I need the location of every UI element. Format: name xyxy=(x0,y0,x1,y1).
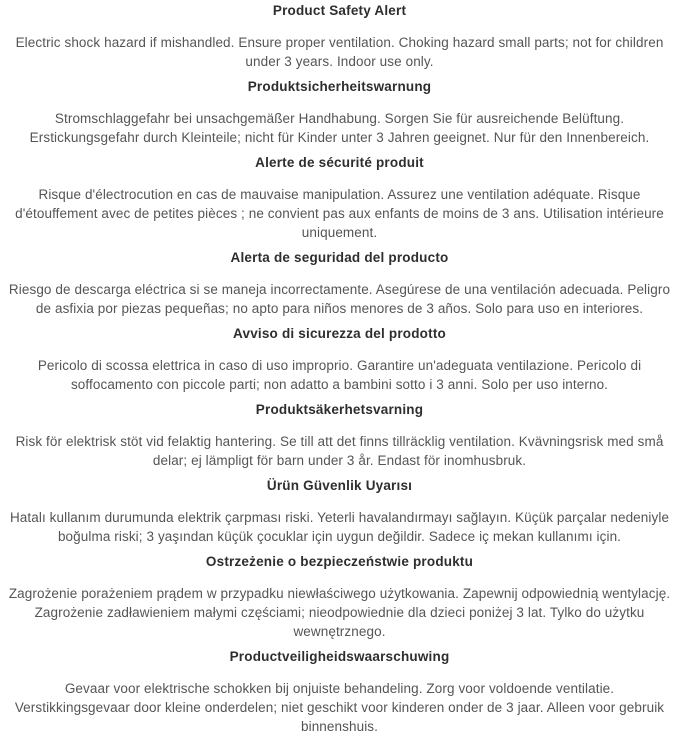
safety-section xyxy=(8,77,671,147)
safety-section-body: Risk för elektrisk stöt vid felaktig hantering. Se till att det finns tillräcklig ventilation. Kvävningsrisk med små delar; ej lämpligt för barn under 3 år. Endast för inomhusbruk. xyxy=(15,434,664,468)
safety-section xyxy=(8,1,671,71)
safety-section-body: Gevaar voor elektrische schokken bij onjuiste behandeling. Zorg voor voldoende ventilatie. Verstikkingsgevaar door kleine onderdelen; niet geschikt voor kinderen onder de 3 jaar. Alleen voor gebruik binnenshuis. xyxy=(14,681,665,734)
safety-section xyxy=(8,476,671,546)
safety-section-heading: Produktsäkerhetsvarning xyxy=(255,402,424,417)
safety-section-heading: Alerte de sécurité produit xyxy=(255,155,424,170)
safety-section-heading: Ostrzeżenie o bezpieczeństwie produktu xyxy=(205,554,474,569)
safety-section-body: Risque d'électrocution en cas de mauvaise manipulation. Assurez une ventilation adéquate. Risque d'étouffement avec de petites pièces ; ne convient pas aux enfants de moins de 3 ans. Utilisation intérieure uniquement. xyxy=(15,187,664,240)
safety-section-body: Electric shock hazard if mishandled. Ensure proper ventilation. Choking hazard small parts; not for children under 3 years. Indoor use only. xyxy=(15,35,664,69)
safety-section-body: Pericolo di scossa elettrica in caso di uso improprio. Garantire un'adeguata ventilazione. Pericolo di soffocamento con piccole parti; non adatto a bambini sotto i 3 anni. Solo per uso interno. xyxy=(37,358,642,392)
safety-section-body: Stromschlaggefahr bei unsachgemäßer Handhabung. Sorgen Sie für ausreichende Belüftung. Erstickungsgefahr durch Kleinteile; nicht für Kinder unter 3 Jahren geeignet. Nur für den Innenbereich. xyxy=(29,111,650,145)
safety-section xyxy=(8,647,671,736)
safety-section-heading: Product Safety Alert xyxy=(272,3,407,18)
safety-section xyxy=(8,552,671,641)
safety-section xyxy=(8,248,671,318)
safety-section-body: Hatalı kullanım durumunda elektrik çarpması riski. Yeterli havalandırmayı sağlayın. Küçük parçalar nedeniyle boğulma riski; 3 yaşından küçük çocuklar için uygun değildir. Sadece iç mekan kullanımı için. xyxy=(9,510,670,544)
safety-section-heading: Productveiligheidswaarschuwing xyxy=(229,649,450,664)
safety-section xyxy=(8,153,671,242)
safety-section xyxy=(8,400,671,470)
safety-section-body: Riesgo de descarga eléctrica si se maneja incorrectamente. Asegúrese de una ventilación adecuada. Peligro de asfixia por piezas pequeñas; no apto para niños menores de 3 años. Solo para uso en interiores. xyxy=(8,282,671,316)
safety-section-heading: Produktsicherheitswarnung xyxy=(247,79,432,94)
safety-section-heading: Ürün Güvenlik Uyarısı xyxy=(266,478,413,493)
safety-section-heading: Avviso di sicurezza del prodotto xyxy=(233,326,446,341)
safety-section-body: Zagrożenie porażeniem prądem w przypadku niewłaściwego użytkowania. Zapewnij odpowiednią wentylację. Zagrożenie zadławieniem małymi częściami; nieodpowiednie dla dzieci poniżej 3 lat. Tylko do użytku wewnętrznego. xyxy=(8,586,671,639)
safety-section xyxy=(8,324,671,394)
safety-section-heading: Alerta de seguridad del producto xyxy=(230,250,449,265)
